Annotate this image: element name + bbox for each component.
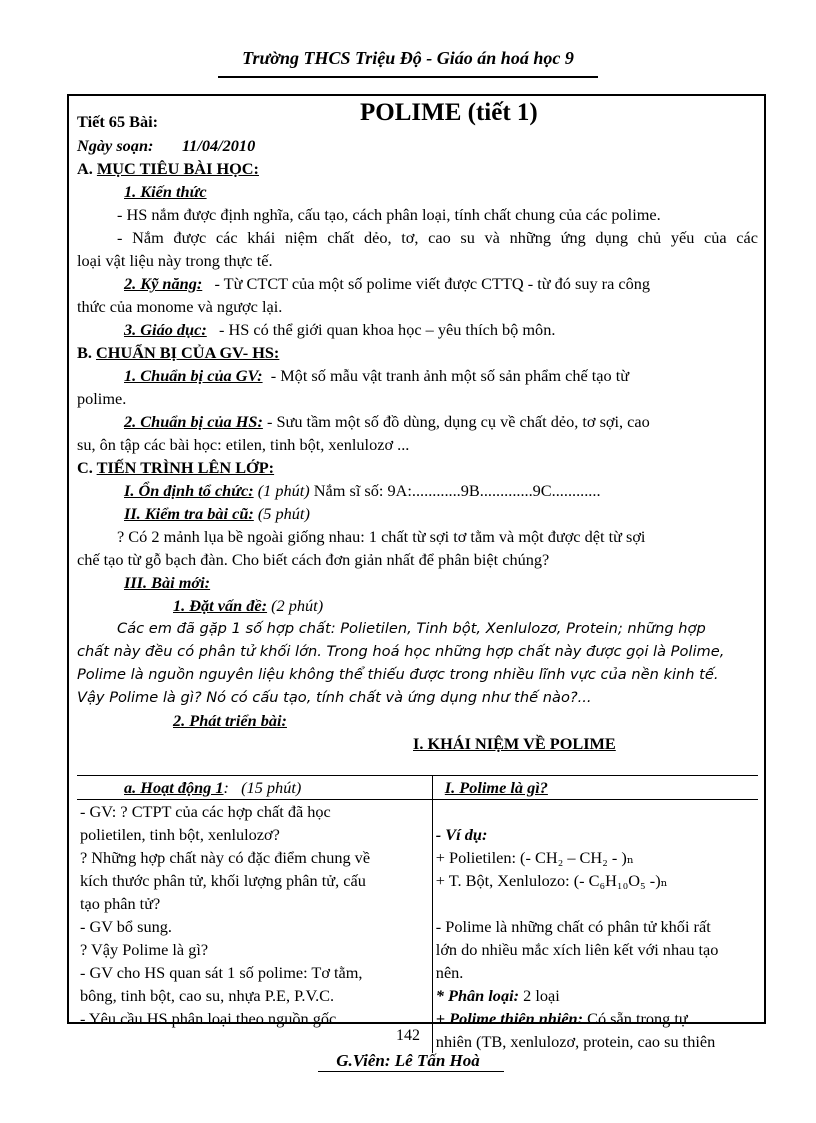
activity-line: - GV cho HS quan sát 1 số polime: Tơ tằm, (80, 963, 363, 982)
part-one-heading: I. KHÁI NIỆM VỀ POLIME (413, 734, 616, 753)
activity-line: kích thước phân tử, khối lượng phân tử, cấu (80, 871, 366, 890)
activity-line: ? Vậy Polime là gì? (80, 940, 209, 959)
problem-text: chất này đều có phân tử khối lớn. Trong hoá học những hợp chất này được gọi là Polime, (77, 643, 725, 660)
knowledge-line: - Nắm được các khái niệm chất dẻo, tơ, cao su và những ứng dụng chủ yếu của các (117, 228, 758, 247)
example-label: - Ví dụ: (435, 825, 488, 844)
section-b-heading: B. CHUẨN BỊ CỦA GV- HS: (77, 343, 280, 362)
section-c-heading: C. TIẾN TRÌNH LÊN LỚP: (77, 458, 275, 477)
concept-heading: I. Polime là gì? (432, 776, 758, 800)
new-lesson-heading: III. Bài mới: (124, 573, 211, 592)
activity-line: tạo phân tử? (80, 894, 161, 913)
page-number: 142 (396, 1027, 420, 1044)
activity-line: polietilen, tinh bột, xenlulozơ? (80, 825, 280, 844)
gv-prep-line: polime. (77, 389, 127, 408)
natural-polymer-line: + Polime thiên nhiên: Có sẵn trong tự (435, 1009, 688, 1028)
activity-heading: a. Hoạt động 1: (15 phút) (77, 776, 432, 800)
stabilize-line: I. Ổn định tổ chức: (1 phút) Nắm sĩ số: 9A:............9B.............9C............ (124, 481, 601, 500)
section-a-heading: A. MỤC TIÊU BÀI HỌC: (77, 159, 259, 178)
problem-text: Các em đã gặp 1 số hợp chất: Polietilen, Tinh bột, Xenlulozơ, Protein; những hợp (117, 620, 706, 637)
teacher-activities (77, 800, 432, 1054)
activity-line: - GV: ? CTPT của các hợp chất đã học (80, 802, 331, 821)
classification-line: * Phân loại: 2 loại (435, 986, 560, 1005)
review-heading: II. Kiểm tra bài cũ: (5 phút) (124, 504, 310, 523)
lesson-number: Tiết 65 Bài: (77, 112, 159, 131)
content-notes (432, 800, 758, 1054)
review-line: ? Có 2 mảnh lụa bề ngoài giống nhau: 1 chất từ sợi tơ tằm và một được dệt từ sợi (117, 527, 646, 546)
problem-text: Vậy Polime là gì? Nó có cấu tạo, tính chất và ứng dụng như thế nào?... (77, 689, 592, 706)
skills-line: thức của monome và ngược lại. (77, 297, 283, 316)
problem-text: Polime là nguồn nguyên liệu không thể thiếu được trong nhiều lĩnh vực của nền kinh tế. (77, 666, 719, 683)
footer-underline (318, 1071, 504, 1072)
definition-line: lớn do nhiều mắc xích liên kết với nhau tạo (435, 940, 719, 959)
review-line: chế tạo từ gỗ bạch đàn. Cho biết cách đơn giản nhất để phân biệt chúng? (77, 550, 550, 569)
skills-line: 2. Kỹ năng: - Từ CTCT của một số polime viết được CTTQ - từ đó suy ra công (124, 274, 651, 293)
activity-line: - Yêu cầu HS phân loại theo nguồn gốc. (80, 1009, 341, 1028)
date-line: Ngày soạn: 11/04/2010 (77, 136, 256, 155)
page-header: Trường THCS Triệu Độ - Giáo án hoá học 9 (242, 48, 574, 68)
lesson-title: POLIME (tiết 1) (360, 99, 538, 126)
starch-formula: + T. Bột, Xenlulozo: (- C₆H₁₀O₅ -)ₙ (435, 871, 668, 890)
hs-prep-line: 2. Chuẩn bị của HS: - Sưu tầm một số đồ dùng, dụng cụ về chất dẻo, tơ sợi, cao (124, 412, 650, 431)
problem-heading: 1. Đặt vấn đề: (2 phút) (173, 596, 324, 615)
knowledge-line: - HS nắm được định nghĩa, cấu tạo, cách phân loại, tính chất chung của các polime. (117, 205, 661, 224)
knowledge-heading: 1. Kiến thức (124, 182, 207, 201)
activity-table (77, 775, 758, 1053)
definition-line: - Polime là những chất có phân tử khối rất (435, 917, 711, 936)
teacher-name: G.Viên: Lê Tấn Hoà (336, 1051, 480, 1070)
gv-prep-line: 1. Chuẩn bị của GV: - Một số mẫu vật tranh ảnh một số sản phẩm chế tạo từ (124, 366, 630, 385)
activity-line: bông, tinh bột, cao su, nhựa P.E, P.V.C. (80, 986, 335, 1005)
knowledge-line: loại vật liệu này trong thực tế. (77, 251, 273, 270)
title-row (77, 99, 758, 134)
education-line: 3. Giáo dục: - HS có thể giới quan khoa học – yêu thích bộ môn. (124, 320, 556, 339)
polyethylene-formula: + Polietilen: (- CH₂ – CH₂ - )ₙ (435, 848, 634, 867)
activity-line: - GV bổ sung. (80, 917, 172, 936)
header-underline (218, 76, 598, 78)
definition-line: nên. (435, 963, 464, 982)
development-heading: 2. Phát triển bài: (173, 711, 287, 730)
activity-line: ? Những hợp chất này có đặc điểm chung về (80, 848, 371, 867)
hs-prep-line: su, ôn tập các bài học: etilen, tinh bột, xenlulozơ ... (77, 435, 410, 454)
natural-polymer-line: nhiên (TB, xenlulozơ, protein, cao su thiên (435, 1032, 716, 1051)
